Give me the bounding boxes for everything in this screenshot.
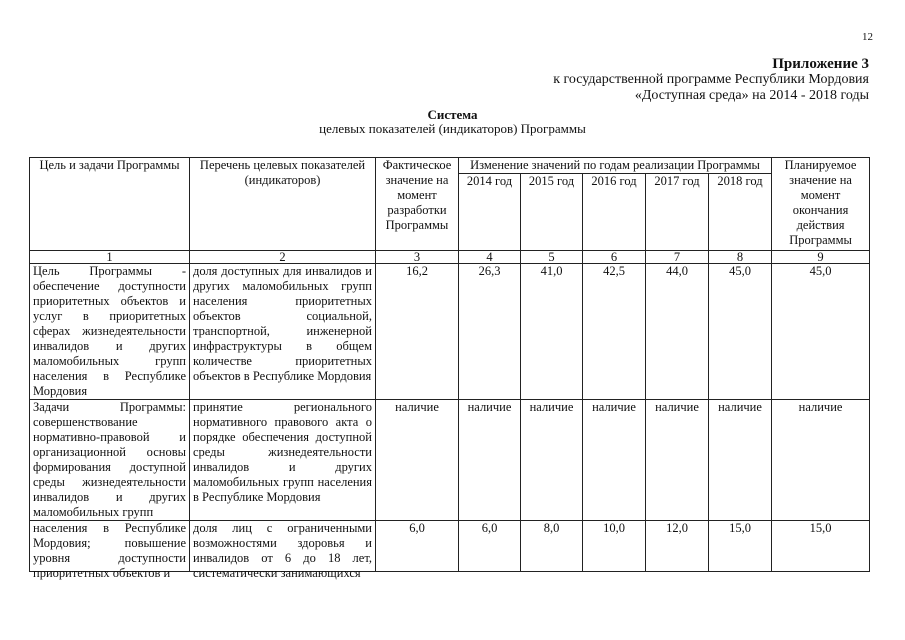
column-number: 9 — [772, 251, 870, 264]
page-number: 12 — [862, 31, 873, 43]
column-number: 1 — [30, 251, 190, 264]
heading-title: Система — [427, 107, 478, 122]
column-number: 8 — [709, 251, 772, 264]
header-actual: Фактическое значение на момент разработки Программы — [376, 158, 459, 251]
value-planned: 15,0 — [772, 521, 870, 572]
goal-cell — [30, 521, 190, 580]
header-change: Изменение значений по годам реализации Программы — [459, 158, 772, 174]
column-number-row — [30, 251, 870, 264]
value-actual: 6,0 — [376, 521, 459, 572]
value-actual: 16,2 — [376, 264, 459, 400]
column-number: 7 — [646, 251, 709, 264]
value-planned: 45,0 — [772, 264, 870, 400]
indicator-cell-text: доля лиц с ограниченными возможностями здоровья и инвалидов от 6 до 18 лет, систематически занимающихся — [193, 521, 372, 580]
value-2017: 44,0 — [646, 264, 709, 400]
table-row — [30, 521, 870, 572]
value-2015: наличие — [521, 400, 583, 521]
indicator-cell: принятие регионального нормативного правового акта о порядке обеспечения доступной среды жизнедеятельности инвалидов и других маломобильных групп населения в Республике Мордовия — [190, 400, 376, 521]
value-2016: 42,5 — [583, 264, 646, 400]
appendix-line-2: «Доступная среда» на 2014 - 2018 годы — [634, 88, 869, 103]
value-2016: 10,0 — [583, 521, 646, 572]
goal-cell-text: населения в Республике Мордовия; повышение уровня доступности приоритетных объектов и — [33, 521, 186, 580]
column-number: 3 — [376, 251, 459, 264]
document-heading — [0, 108, 905, 136]
value-2018: наличие — [709, 400, 772, 521]
value-2018: 15,0 — [709, 521, 772, 572]
header-indicators: Перечень целевых показателей (индикаторов) — [190, 158, 376, 251]
value-2018: 45,0 — [709, 264, 772, 400]
value-2015: 41,0 — [521, 264, 583, 400]
value-2017: 12,0 — [646, 521, 709, 572]
header-planned: Планируемое значение на момент окончания действия Программы — [772, 158, 870, 251]
value-2014: наличие — [459, 400, 521, 521]
value-actual: наличие — [376, 400, 459, 521]
heading-subtitle: целевых показателей (индикаторов) Программы — [319, 121, 586, 136]
header-year-2017: 2017 год — [646, 174, 709, 251]
header-year-2015: 2015 год — [521, 174, 583, 251]
goal-cell: Цель Программы - обеспечение доступности приоритетных объектов и услуг в приоритетных сферах жизнедеятельности инвалидов и других маломобильных групп населения в Республике Мордовия — [30, 264, 190, 400]
goal-cell: Задачи Программы: совершенствование нормативно-правовой и организационной основы формирования доступной среды жизнедеятельности инвалидов и других маломобильных групп — [30, 400, 190, 521]
appendix-block — [553, 56, 869, 104]
table-row — [30, 264, 870, 400]
table-row — [30, 400, 870, 521]
column-number: 6 — [583, 251, 646, 264]
header-year-2016: 2016 год — [583, 174, 646, 251]
value-2015: 8,0 — [521, 521, 583, 572]
header-year-2014: 2014 год — [459, 174, 521, 251]
appendix-title: Приложение 3 — [772, 56, 869, 72]
indicators-table — [29, 157, 870, 580]
indicator-cell: доля доступных для инвалидов и других маломобильных групп населения приоритетных объектов социальной, транспортной, инженерной инфраструктуры в общем количестве приоритетных объектов в Республике Мордовия — [190, 264, 376, 400]
column-number: 5 — [521, 251, 583, 264]
header-year-2018: 2018 год — [709, 174, 772, 251]
value-2016: наличие — [583, 400, 646, 521]
value-2017: наличие — [646, 400, 709, 521]
value-2014: 6,0 — [459, 521, 521, 572]
header-goal: Цель и задачи Программы — [30, 158, 190, 251]
appendix-line-1: к государственной программе Республики Мордовия — [553, 72, 869, 87]
column-number: 2 — [190, 251, 376, 264]
header-row-1 — [30, 158, 870, 174]
value-2014: 26,3 — [459, 264, 521, 400]
indicator-cell — [190, 521, 376, 580]
value-planned: наличие — [772, 400, 870, 521]
column-number: 4 — [459, 251, 521, 264]
